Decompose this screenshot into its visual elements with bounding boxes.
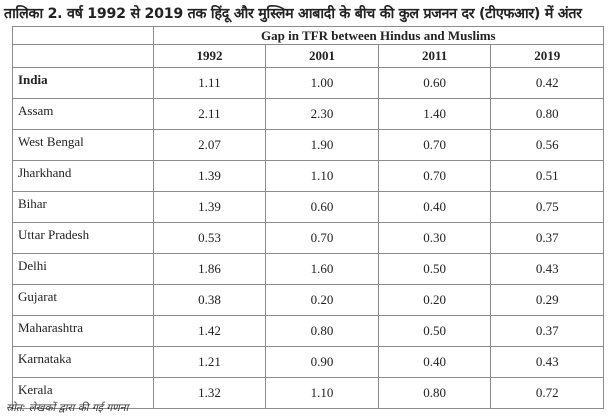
source-note: स्रोत: लेखकों द्वारा की गई गणना <box>6 402 129 414</box>
tfr-gap-value: 0.80 <box>266 316 379 347</box>
tfr-gap-value: 0.80 <box>378 378 491 409</box>
state-name: Karnataka <box>13 347 154 378</box>
group-header: Gap in TFR between Hindus and Muslims <box>153 27 603 45</box>
tfr-gap-value: 2.11 <box>153 99 266 130</box>
table-group-header-row <box>13 27 604 45</box>
state-name: Bihar <box>13 192 154 223</box>
tfr-gap-value: 0.51 <box>491 161 604 192</box>
tfr-gap-value: 0.70 <box>378 130 491 161</box>
table-year-header-row <box>13 45 604 68</box>
tfr-gap-value: 1.90 <box>266 130 379 161</box>
tfr-gap-value: 1.42 <box>153 316 266 347</box>
tfr-gap-value: 0.29 <box>491 285 604 316</box>
table-row <box>13 316 604 347</box>
year-header: 2011 <box>378 45 491 68</box>
tfr-gap-value: 0.70 <box>378 161 491 192</box>
tfr-gap-value: 2.30 <box>266 99 379 130</box>
table-row <box>13 68 604 99</box>
tfr-gap-value: 0.53 <box>153 223 266 254</box>
year-header: 2001 <box>266 45 379 68</box>
tfr-gap-value: 1.39 <box>153 192 266 223</box>
state-name: India <box>13 68 154 99</box>
tfr-gap-value: 1.11 <box>153 68 266 99</box>
tfr-gap-value: 0.40 <box>378 347 491 378</box>
table-row <box>13 130 604 161</box>
tfr-gap-value: 1.21 <box>153 347 266 378</box>
tfr-gap-value: 2.07 <box>153 130 266 161</box>
tfr-gap-value: 0.75 <box>491 192 604 223</box>
tfr-gap-value: 0.90 <box>266 347 379 378</box>
table-caption: तालिका 2. वर्ष 1992 से 2019 तक हिंदू और मुस्लिम आबादी के बीच की कुल प्रजनन दर (टीएफआर) में अंतर <box>4 6 582 22</box>
tfr-gap-value: 0.80 <box>491 99 604 130</box>
state-name: Kerala <box>13 378 154 409</box>
state-name: Maharashtra <box>13 316 154 347</box>
tfr-gap-value: 1.60 <box>266 254 379 285</box>
tfr-gap-value: 0.37 <box>491 316 604 347</box>
table-row <box>13 254 604 285</box>
tfr-gap-value: 1.32 <box>153 378 266 409</box>
tfr-gap-value: 0.20 <box>266 285 379 316</box>
state-name: Delhi <box>13 254 154 285</box>
tfr-gap-value: 0.60 <box>378 68 491 99</box>
tfr-gap-value: 0.30 <box>378 223 491 254</box>
tfr-gap-value: 1.39 <box>153 161 266 192</box>
tfr-gap-value: 0.50 <box>378 316 491 347</box>
tfr-gap-value: 0.42 <box>491 68 604 99</box>
state-name: Uttar Pradesh <box>13 223 154 254</box>
tfr-gap-value: 1.40 <box>378 99 491 130</box>
table-row <box>13 347 604 378</box>
tfr-gap-value: 0.43 <box>491 347 604 378</box>
tfr-gap-value: 1.00 <box>266 68 379 99</box>
table-corner-cell <box>13 27 154 45</box>
state-name: Jharkhand <box>13 161 154 192</box>
tfr-gap-value: 0.38 <box>153 285 266 316</box>
state-name: West Bengal <box>13 130 154 161</box>
state-name: Assam <box>13 99 154 130</box>
tfr-gap-value: 0.70 <box>266 223 379 254</box>
tfr-gap-value: 0.60 <box>266 192 379 223</box>
table-corner-cell <box>13 45 154 68</box>
tfr-gap-value: 1.86 <box>153 254 266 285</box>
tfr-gap-value: 0.72 <box>491 378 604 409</box>
year-header: 1992 <box>153 45 266 68</box>
tfr-gap-value: 1.10 <box>266 161 379 192</box>
tfr-gap-value: 1.10 <box>266 378 379 409</box>
tfr-gap-value: 0.56 <box>491 130 604 161</box>
table-row <box>13 223 604 254</box>
tfr-gap-value: 0.37 <box>491 223 604 254</box>
table-row <box>13 99 604 130</box>
year-header: 2019 <box>491 45 604 68</box>
tfr-gap-table <box>12 26 604 409</box>
tfr-gap-value: 0.40 <box>378 192 491 223</box>
table-row <box>13 161 604 192</box>
tfr-gap-value: 0.20 <box>378 285 491 316</box>
table-row <box>13 285 604 316</box>
state-name: Gujarat <box>13 285 154 316</box>
tfr-gap-value: 0.43 <box>491 254 604 285</box>
table-row <box>13 192 604 223</box>
tfr-gap-value: 0.50 <box>378 254 491 285</box>
